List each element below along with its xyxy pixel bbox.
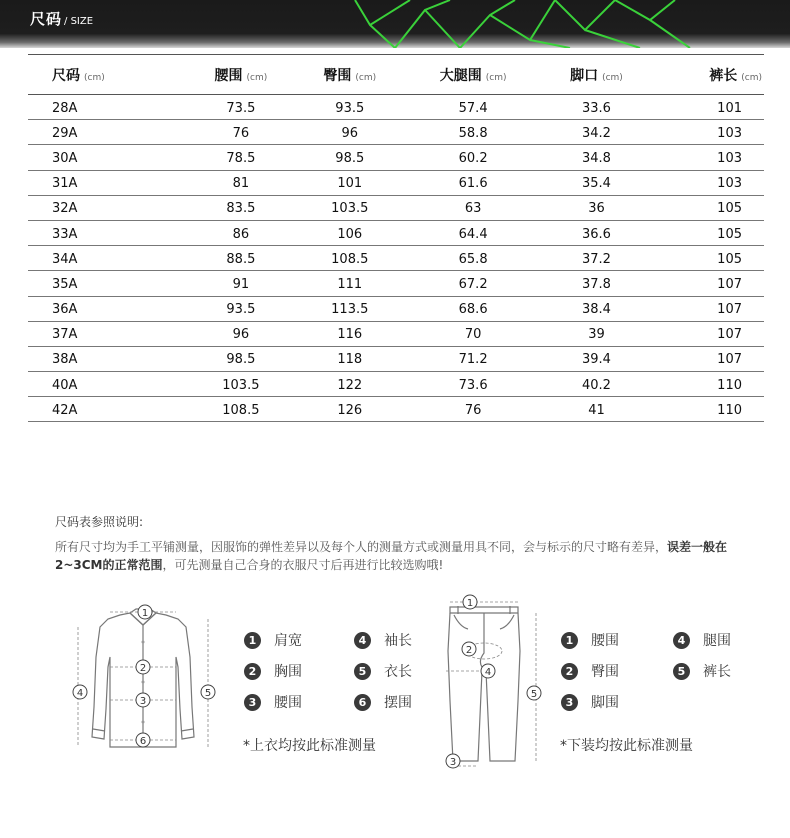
table-cell: 33.6 xyxy=(542,95,651,120)
table-cell: 68.6 xyxy=(404,296,542,321)
table-cell: 40.2 xyxy=(542,372,651,397)
table-cell: 65.8 xyxy=(404,246,542,271)
table-cell: 33A xyxy=(28,220,186,245)
legend-item: 1 腰围 xyxy=(561,630,643,650)
table-cell: 31A xyxy=(28,170,186,195)
page-title xyxy=(30,8,93,29)
shirt-note: *上衣均按此标准测量 xyxy=(243,738,376,754)
table-row xyxy=(28,170,764,195)
table-row xyxy=(28,120,764,145)
table-cell: 107 xyxy=(651,296,764,321)
table-cell: 58.8 xyxy=(404,120,542,145)
marker-5: 5 xyxy=(530,689,538,700)
header-cell: 大腿围 (cm) xyxy=(404,55,542,95)
table-cell: 107 xyxy=(651,271,764,296)
pants-diagram xyxy=(436,591,546,771)
table-row xyxy=(28,195,764,220)
subtitle-text: / SIZE xyxy=(64,16,94,27)
table-cell: 110 xyxy=(651,397,764,422)
table-cell: 105 xyxy=(651,220,764,245)
marker-4: 4 xyxy=(484,667,492,678)
table-row xyxy=(28,372,764,397)
header-cell: 腰围 (cm) xyxy=(186,55,295,95)
table-cell: 76 xyxy=(404,397,542,422)
legend-item: 3 腰围 xyxy=(244,692,324,712)
table-cell: 86 xyxy=(186,220,295,245)
table-cell: 30A xyxy=(28,145,186,170)
table-cell: 36 xyxy=(542,195,651,220)
table-cell: 105 xyxy=(651,246,764,271)
table-cell: 118 xyxy=(295,346,404,371)
table-cell: 103.5 xyxy=(186,372,295,397)
marker-1: 1 xyxy=(141,608,149,619)
marker-4: 4 xyxy=(76,688,84,699)
legend-item: 3 脚围 xyxy=(561,692,643,712)
table-cell: 40A xyxy=(28,372,186,397)
table-cell: 36A xyxy=(28,296,186,321)
legend-item: 6 摆围 xyxy=(354,692,434,712)
table-cell: 116 xyxy=(295,321,404,346)
notes-title: 尺码表参照说明: xyxy=(55,515,144,529)
table-cell: 64.4 xyxy=(404,220,542,245)
table-cell: 39.4 xyxy=(542,346,651,371)
table-cell: 34A xyxy=(28,246,186,271)
table-body xyxy=(28,95,764,422)
table-cell: 96 xyxy=(295,120,404,145)
table-cell: 29A xyxy=(28,120,186,145)
table-cell: 113.5 xyxy=(295,296,404,321)
table-cell: 28A xyxy=(28,95,186,120)
marker-6: 6 xyxy=(139,736,147,747)
table-cell: 107 xyxy=(651,321,764,346)
table-cell: 61.6 xyxy=(404,170,542,195)
table-cell: 107 xyxy=(651,346,764,371)
legend-item: 1 肩宽 xyxy=(244,630,324,650)
marker-5: 5 xyxy=(204,688,212,699)
pants-legend xyxy=(561,630,753,712)
marker-1: 1 xyxy=(466,598,474,609)
table-cell: 70 xyxy=(404,321,542,346)
table-cell: 98.5 xyxy=(295,145,404,170)
marker-3: 3 xyxy=(449,757,457,768)
header-cell: 尺码 (cm) xyxy=(28,55,186,95)
table-cell: 110 xyxy=(651,372,764,397)
table-row xyxy=(28,145,764,170)
table-cell: 122 xyxy=(295,372,404,397)
table-cell: 73.6 xyxy=(404,372,542,397)
table-cell: 103 xyxy=(651,170,764,195)
table-cell: 73.5 xyxy=(186,95,295,120)
size-notes xyxy=(55,513,755,574)
table-row xyxy=(28,271,764,296)
header-cell: 裤长 (cm) xyxy=(651,55,764,95)
marker-3: 3 xyxy=(139,696,147,707)
pants-markers xyxy=(446,595,541,768)
table-cell: 38A xyxy=(28,346,186,371)
table-cell: 38.4 xyxy=(542,296,651,321)
legend-item: 5 裤长 xyxy=(673,661,753,681)
table-row xyxy=(28,220,764,245)
legend-item: 5 衣长 xyxy=(354,661,434,681)
table-cell: 67.2 xyxy=(404,271,542,296)
shirt-legend xyxy=(244,630,434,712)
table-cell: 78.5 xyxy=(186,145,295,170)
table-cell: 101 xyxy=(651,95,764,120)
table-cell: 91 xyxy=(186,271,295,296)
pants-note: *下装均按此标准测量 xyxy=(560,738,693,754)
table-cell: 96 xyxy=(186,321,295,346)
table-row xyxy=(28,321,764,346)
table-cell: 37.8 xyxy=(542,271,651,296)
table-cell: 60.2 xyxy=(404,145,542,170)
table-cell: 111 xyxy=(295,271,404,296)
table-row xyxy=(28,346,764,371)
header-cell: 脚口 (cm) xyxy=(542,55,651,95)
table-cell: 34.8 xyxy=(542,145,651,170)
shirt-diagram xyxy=(68,597,220,762)
table-cell: 32A xyxy=(28,195,186,220)
table-cell: 98.5 xyxy=(186,346,295,371)
size-table xyxy=(28,54,764,422)
table-cell: 37A xyxy=(28,321,186,346)
table-cell: 103 xyxy=(651,145,764,170)
table-cell: 103.5 xyxy=(295,195,404,220)
table-cell: 93.5 xyxy=(186,296,295,321)
table-cell: 34.2 xyxy=(542,120,651,145)
table-cell: 108.5 xyxy=(186,397,295,422)
table-cell: 103 xyxy=(651,120,764,145)
table-cell: 101 xyxy=(295,170,404,195)
legend-item: 4 袖长 xyxy=(354,630,434,650)
table-cell: 35.4 xyxy=(542,170,651,195)
table-row xyxy=(28,95,764,120)
table-cell: 93.5 xyxy=(295,95,404,120)
table-cell: 76 xyxy=(186,120,295,145)
legend-item: 2 臀围 xyxy=(561,661,643,681)
table-row xyxy=(28,246,764,271)
legend-item: 4 腿围 xyxy=(673,630,753,650)
decorative-green-lines xyxy=(340,0,700,48)
table-cell: 36.6 xyxy=(542,220,651,245)
table-cell: 41 xyxy=(542,397,651,422)
table-cell: 106 xyxy=(295,220,404,245)
marker-2: 2 xyxy=(465,645,473,656)
table-cell: 81 xyxy=(186,170,295,195)
table-header-row xyxy=(28,55,764,95)
table-cell: 63 xyxy=(404,195,542,220)
table-cell: 105 xyxy=(651,195,764,220)
title-text: 尺码 xyxy=(30,10,63,28)
header-banner xyxy=(0,0,790,48)
table-cell: 39 xyxy=(542,321,651,346)
notes-text: 所有尺寸均为手工平铺测量，因服饰的弹性差异以及每个人的测量方式或测量用具不同，会与标示的尺寸略有差异，误差一般在2~3CM的正常范围，可先测量自己合身的衣服尺寸后再进行比较选购哦! xyxy=(55,540,728,572)
table-cell: 57.4 xyxy=(404,95,542,120)
legend-item: 2 胸围 xyxy=(244,661,324,681)
table-cell: 42A xyxy=(28,397,186,422)
table-cell: 37.2 xyxy=(542,246,651,271)
table-cell: 126 xyxy=(295,397,404,422)
table-cell: 35A xyxy=(28,271,186,296)
table-cell: 83.5 xyxy=(186,195,295,220)
table-cell: 88.5 xyxy=(186,246,295,271)
table-cell: 108.5 xyxy=(295,246,404,271)
table-cell: 71.2 xyxy=(404,346,542,371)
table-row xyxy=(28,296,764,321)
header-cell: 臀围 (cm) xyxy=(295,55,404,95)
table-row xyxy=(28,397,764,422)
marker-2: 2 xyxy=(139,663,147,674)
